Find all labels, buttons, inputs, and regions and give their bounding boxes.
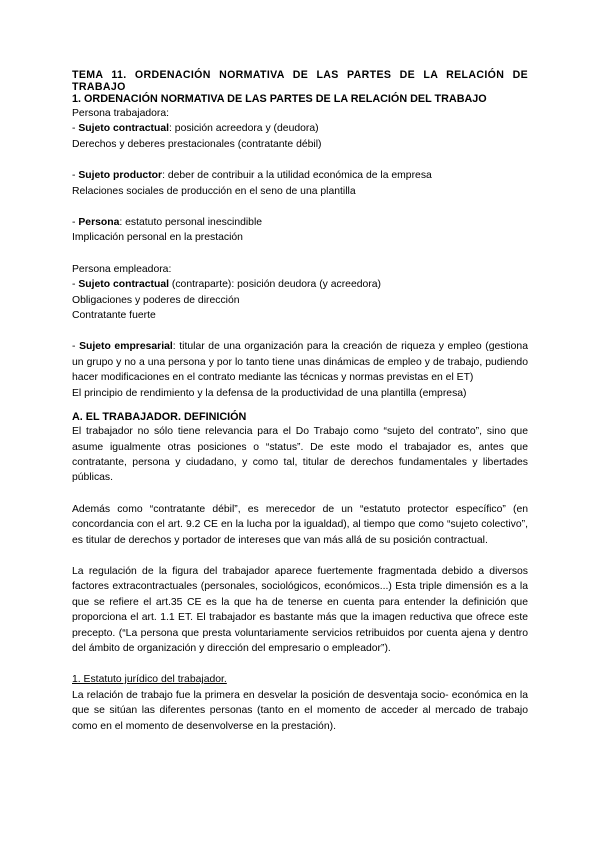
bullet-dash: - (72, 170, 79, 182)
term-description: : posición acreedora y (deudora) (169, 123, 319, 135)
term-sujeto-productor: Sujeto productor (78, 170, 163, 182)
empleadora-contractual-detail-2: Contratante fuerte (72, 310, 156, 322)
term-persona: Persona (78, 217, 120, 229)
term-sujeto-empresarial: Sujeto empresarial (79, 341, 173, 353)
term-description: : deber de contribuir a la utilidad económica de la empresa (162, 170, 432, 182)
section-1-title: 1. ORDENACIÓN NORMATIVA DE LAS PARTES DE LA RELACIÓN DEL TRABAJO (72, 93, 487, 105)
section-a-paragraph-2: Además como “contratante débil”, es merecedor de un “estatuto protector específico” (en concordancia con el art. 9.2 CE en la lucha por la igualdad), al tiempo que como “sujeto colectivo”, es titular de derechos y portador de intereses que van más allá de su posición contractual. (72, 503, 528, 546)
term-description: : estatuto personal inescindible (119, 217, 263, 229)
empleadora-contractual-detail-1: Obligaciones y poderes de dirección (72, 294, 240, 306)
term-description: : titular de una organización para la creación de riqueza y empleo (gestiona un grupo y no a una persona y por lo tanto tiene unas dinámicas de empleo y de trabajo, pudiendo hacer modificaciones en el contrato mediante las técnicas y normas previstas en el ET) (72, 341, 528, 384)
section-a-heading: A. EL TRABAJADOR. DEFINICIÓN (72, 411, 247, 424)
bullet-dash: - (72, 341, 80, 353)
persona-trabajadora-heading: Persona trabajadora: (72, 108, 170, 119)
bullet-dash: - (72, 279, 79, 291)
term-description: (contraparte): posición deudora (y acreedora) (169, 279, 381, 291)
persona-empleadora-heading: Persona empleadora: (72, 263, 172, 275)
document-title: TEMA 11. ORDENACIÓN NORMATIVA DE LAS PARTES DE LA RELACIÓN DE TRABAJO (72, 69, 528, 93)
trabajadora-contractual-detail: Derechos y deberes prestacionales (contratante débil) (72, 138, 322, 150)
trabajadora-persona-item (72, 215, 528, 230)
trabajadora-contractual-item (72, 121, 528, 136)
section-a-paragraph-1: El trabajador no sólo tiene relevancia para el Do Trabajo como “sujeto del contrato”, sino que asume igualmente otras posiciones o “status”. De este modo el trabajador es, antes que contratante, persona y ciudadano, y como tal, titular de derechos fundamentales y libertades públicas. (72, 426, 528, 484)
bullet-dash: - (72, 217, 79, 229)
bullet-dash: - (72, 123, 79, 135)
section-a-paragraph-3: La regulación de la figura del trabajador aparece fuertemente fragmentada debido a diversos factores extracontractuales (personales, sociológicos, económicos...) Esta triple dimensión es a la que se refiere el art.35 CE es la que ha de tenerse en cuenta para entender la definición que proporciona el art. 1.1 ET. El trabajador es bastante más que la imagen reductiva que ofrece este precepto. (“La persona que presta voluntariamente servicios retribuidos por cuenta ajena y dentro del ámbito de organización y dirección del empresario o empleador”). (72, 565, 528, 654)
empleadora-empresarial-item (72, 339, 528, 385)
term-sujeto-contractual: Sujeto contractual (78, 279, 170, 291)
subsection-1-paragraph-1: La relación de trabajo fue la primera en desvelar la posición de desventaja socio- económica en la que se sitúan las diferentes personas (tanto en el momento de acceder al mercado de trabajo como en el momento de desenvolverse en la prestación). (72, 689, 528, 732)
trabajadora-productor-item (72, 168, 528, 183)
trabajadora-persona-detail: Implicación personal en la prestación (72, 232, 243, 244)
term-sujeto-contractual: Sujeto contractual (78, 123, 170, 135)
subsection-1-heading: 1. Estatuto jurídico del trabajador. (72, 674, 227, 686)
trabajadora-productor-detail: Relaciones sociales de producción en el seno de una plantilla (72, 185, 356, 197)
empleadora-empresarial-detail: El principio de rendimiento y la defensa de la productividad de una plantilla (empresa) (72, 387, 467, 399)
empleadora-contractual-item (72, 277, 528, 292)
